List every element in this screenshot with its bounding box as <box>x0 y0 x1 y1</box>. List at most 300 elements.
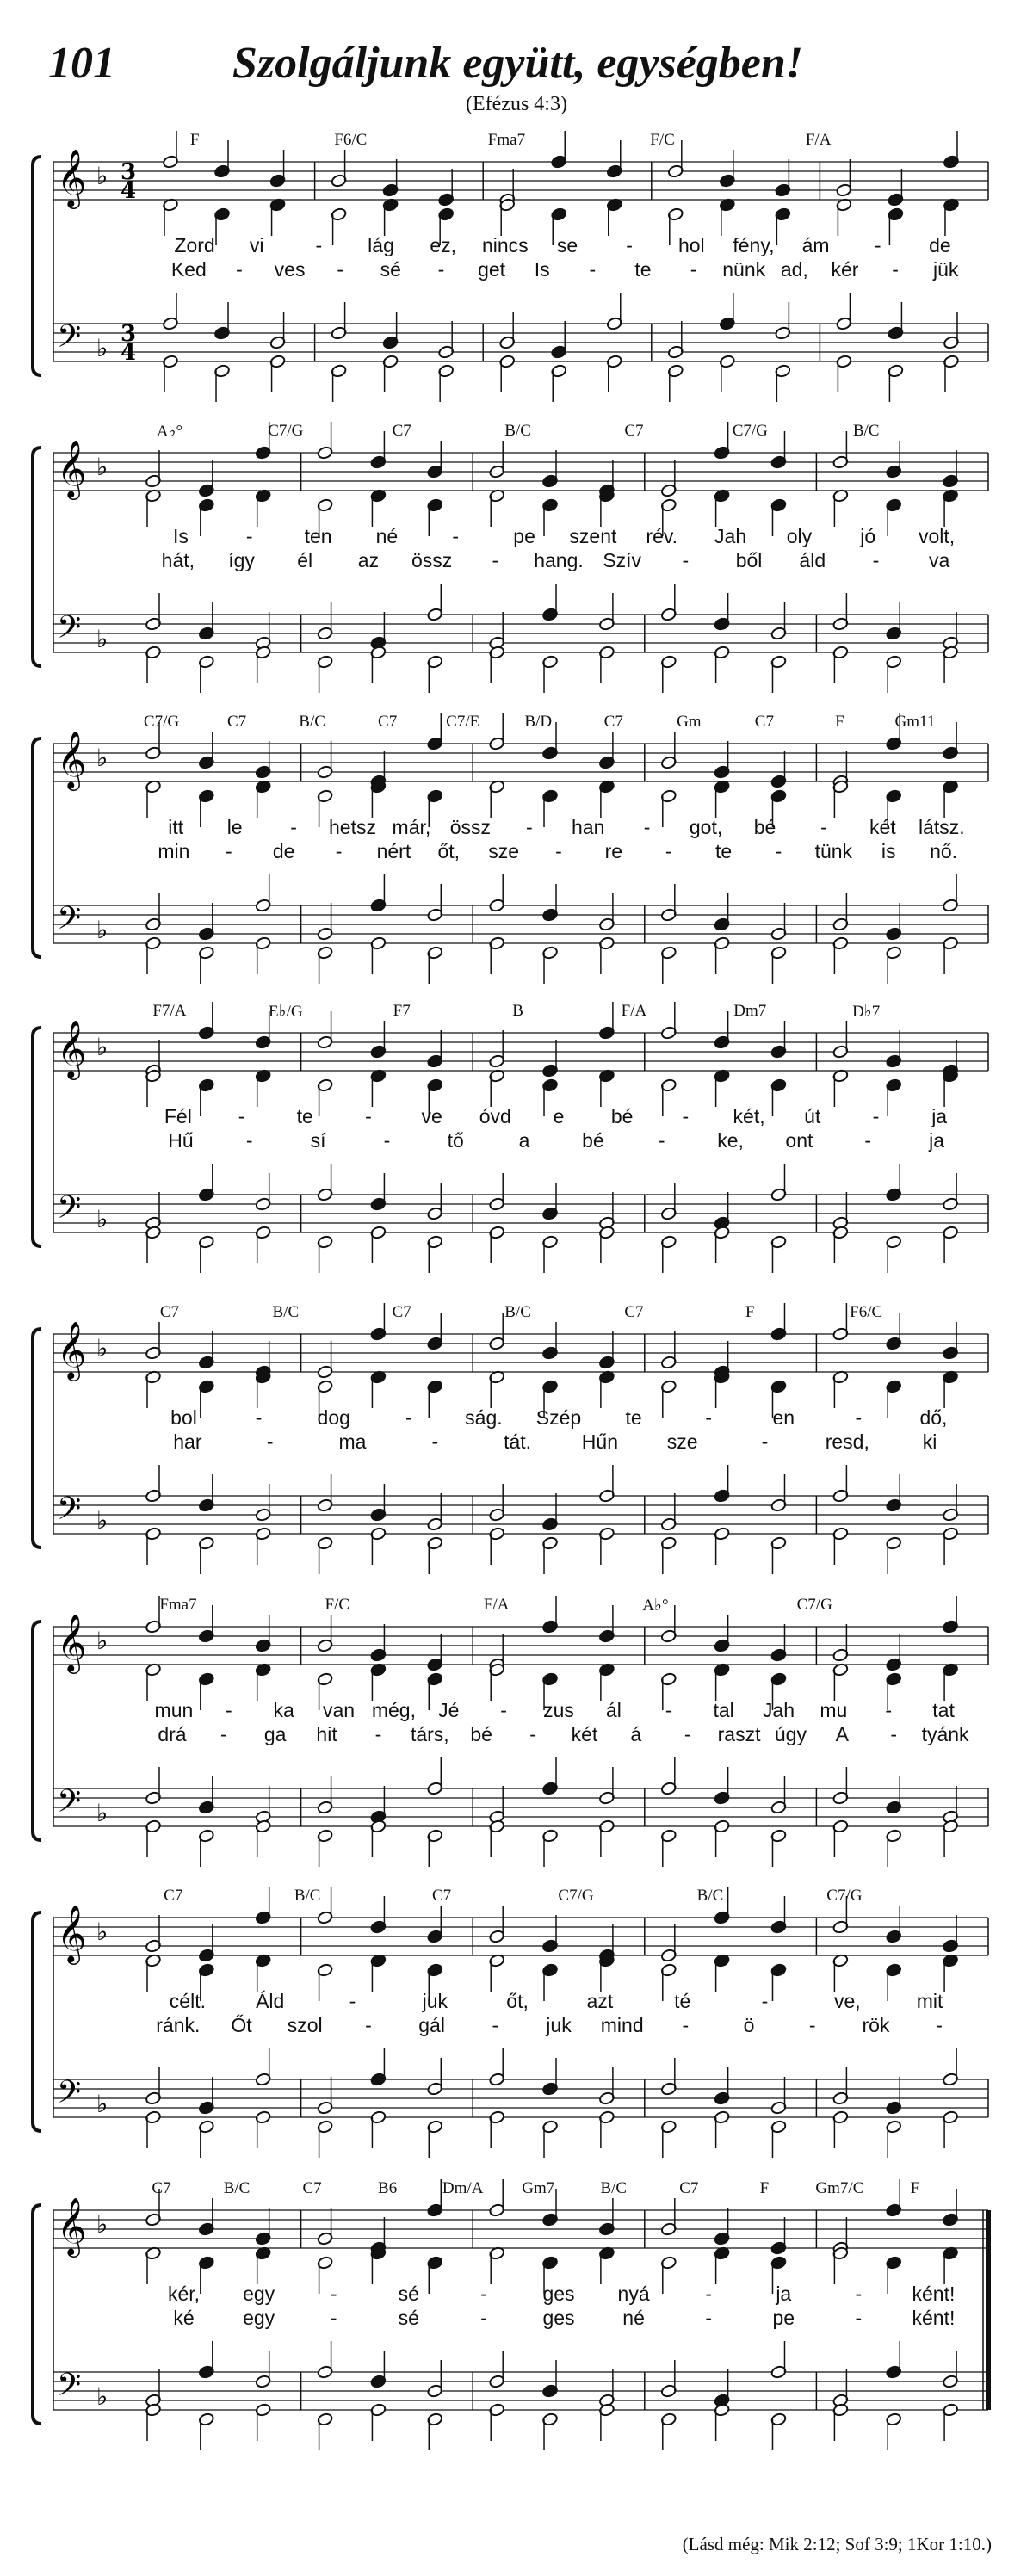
lyric-syllable-verse1: egy <box>243 2283 275 2305</box>
chord-symbol: F <box>189 131 200 149</box>
lyric-syllable-verse2: össz <box>411 549 453 571</box>
chord-symbol: F6/C <box>850 1303 883 1321</box>
lyric-syllable-verse2: - <box>492 2014 499 2036</box>
lyric-syllable-verse1: ja <box>776 2283 792 2305</box>
lyric-syllable-verse1: két, <box>733 1105 765 1127</box>
score-system-2 <box>0 420 1033 714</box>
lyric-syllable-verse1: juk <box>422 1990 448 2012</box>
lyric-syllable-verse2: ből <box>735 549 763 571</box>
lyric-syllable-verse1: - <box>349 1990 356 2012</box>
chord-symbol: E♭/G <box>269 1003 303 1021</box>
lyric-syllable-verse1: - <box>405 1406 412 1429</box>
lyric-syllable-verse2: Őt <box>231 2014 252 2036</box>
chord-symbol: B/C <box>696 1887 724 1905</box>
chord-symbol: F <box>745 1303 755 1321</box>
lyric-syllable-verse1: bé <box>753 816 776 838</box>
lyric-syllable-verse1: - <box>315 234 323 256</box>
treble-staff <box>53 744 988 781</box>
lyric-syllable-verse2: á <box>630 1723 642 1745</box>
system-bracket <box>33 1912 41 2131</box>
lyric-syllable-verse1: mit <box>916 1990 943 2012</box>
lyric-syllable-verse2: - <box>684 1723 691 1745</box>
lyric-syllable-verse2: A <box>835 1723 849 1745</box>
chord-symbol: B/C <box>504 422 531 440</box>
chord-symbol: Fma7 <box>487 131 526 149</box>
bass-clef-icon: 𝄢 <box>57 318 82 362</box>
lyric-syllable-verse1: óvd <box>479 1105 511 1127</box>
lyric-syllable-verse1: jó <box>860 525 876 547</box>
lyric-syllable-verse2: ö <box>743 2014 755 2036</box>
lyric-syllable-verse1: rév. <box>646 525 678 547</box>
score-system-4 <box>0 1000 1033 1294</box>
lyric-syllable-verse1: - <box>705 1406 713 1429</box>
lyric-syllable-verse1: látsz. <box>918 816 965 838</box>
chord-symbol: C7 <box>754 713 774 731</box>
lyric-syllable-verse1: hol <box>677 234 705 256</box>
bass-staff <box>53 905 988 943</box>
lyric-syllable-verse2: - <box>374 1723 382 1745</box>
lyric-syllable-verse2: ki <box>922 1430 937 1453</box>
lyric-syllable-verse1: nyá <box>617 2283 650 2305</box>
lyric-syllable-verse1: - <box>761 1990 769 2012</box>
key-flat-icon: ♭ <box>96 1205 108 1233</box>
chord-symbol: C7 <box>159 1303 180 1321</box>
chord-symbol: B <box>512 1002 523 1020</box>
bass-staff <box>53 615 988 652</box>
lyric-syllable-verse1: ka <box>273 1699 294 1721</box>
score-system-5 <box>0 1301 1033 1596</box>
key-flat-icon: ♭ <box>96 744 108 772</box>
chord-symbol: F <box>910 2179 920 2197</box>
bass-clef-icon: 𝄢 <box>57 1189 82 1233</box>
key-flat-icon: ♭ <box>96 1334 108 1362</box>
lyric-syllable-verse1: - <box>872 1105 880 1127</box>
chord-symbol: B/C <box>852 422 880 440</box>
lyric-syllable-verse1: zus <box>543 1699 574 1721</box>
lyric-syllable-verse2: sze <box>666 1430 698 1453</box>
lyric-syllable-verse1: szent <box>569 525 617 547</box>
lyric-syllable-verse1: Is <box>172 525 189 547</box>
chord-symbol: F/A <box>621 1002 647 1020</box>
chord-symbol: C7/G <box>268 422 304 440</box>
lyric-syllable-verse2: - <box>761 1430 769 1453</box>
lyric-syllable-verse2: Hű <box>168 1129 194 1152</box>
lyric-syllable-verse2: - <box>555 840 562 862</box>
chord-symbol: B/C <box>504 1303 531 1321</box>
lyric-syllable-verse1: - <box>820 816 827 838</box>
chord-symbol: B/C <box>299 713 325 731</box>
chord-symbol: C7 <box>392 1303 411 1321</box>
lyric-syllable-verse2: szol <box>287 2014 323 2036</box>
lyric-syllable-verse2: har <box>173 1430 202 1453</box>
treble-clef-icon: 𝄞 <box>57 439 87 497</box>
lyric-syllable-verse2: - <box>225 840 232 862</box>
lyric-syllable-verse2: hang. <box>534 549 584 571</box>
lyric-syllable-verse1: van <box>322 1699 356 1721</box>
lyric-syllable-verse2: nünk <box>722 258 766 281</box>
bass-staff <box>53 1788 988 1826</box>
lyric-syllable-verse1: ság. <box>465 1406 503 1429</box>
lyric-syllable-verse2: Ked <box>170 258 207 281</box>
lyric-syllable-verse1: - <box>480 2283 487 2305</box>
key-flat-icon: ♭ <box>96 2210 108 2239</box>
lyric-syllable-verse2: ges <box>542 2307 575 2329</box>
lyric-syllable-verse2: jük <box>932 258 959 281</box>
chord-symbol: F <box>759 2179 770 2197</box>
scripture-reference: (Efézus 4:3) <box>466 93 567 115</box>
lyric-syllable-verse1: - <box>705 2283 713 2305</box>
lyric-syllable-verse2: - <box>682 549 690 571</box>
chord-symbol: C7 <box>624 422 644 440</box>
lyric-syllable-verse2: - <box>690 258 697 281</box>
staff-graphics <box>0 2178 1033 2472</box>
key-flat-icon: ♭ <box>96 1627 108 1655</box>
lyric-syllable-verse2: - <box>890 1723 898 1745</box>
key-flat-icon: ♭ <box>96 2382 108 2411</box>
hymn-header <box>0 0 1033 120</box>
lyric-syllable-verse1: ges <box>542 2283 575 2305</box>
bass-clef-icon: 𝄢 <box>57 2367 82 2411</box>
lyric-syllable-verse1: - <box>225 1699 232 1721</box>
bass-clef-icon: 𝄢 <box>57 900 82 944</box>
lyric-syllable-verse1: - <box>885 1699 893 1721</box>
lyric-syllable-verse1: nincs <box>481 234 529 256</box>
key-flat-icon: ♭ <box>96 162 108 190</box>
lyric-syllable-verse2: ma <box>338 1430 367 1453</box>
lyric-syllable-verse2: va <box>928 549 950 571</box>
bass-clef-icon: 𝄢 <box>57 1783 82 1827</box>
lyric-syllable-verse2: Hűn <box>581 1430 618 1453</box>
lyric-syllable-verse2: - <box>775 840 782 862</box>
lyric-syllable-verse1: - <box>452 525 460 547</box>
lyric-syllable-verse2: - <box>220 1723 227 1745</box>
score-system-3 <box>0 711 1033 1005</box>
key-flat-icon: ♭ <box>96 2090 108 2118</box>
chord-symbol: Gm <box>677 713 702 731</box>
time-signature: 4 <box>121 340 137 366</box>
lyric-syllable-verse1: - <box>255 1406 263 1429</box>
bass-staff <box>53 2372 988 2410</box>
staff-graphics <box>0 1594 1033 1888</box>
staff-graphics <box>0 1000 1033 1294</box>
footnote-references: (Lásd még: Mik 2:12; Sof 3:9; 1Kor 1:10.) <box>682 2534 992 2554</box>
lyric-syllable-verse2: - <box>872 549 880 571</box>
lyric-syllable-verse1: - <box>500 1699 507 1721</box>
chord-symbol: Dm7 <box>733 1002 767 1020</box>
chord-symbol: C7 <box>164 1887 183 1905</box>
chord-symbol: Gm7 <box>522 2179 555 2197</box>
lyric-syllable-verse2: bé <box>470 1723 492 1745</box>
lyric-syllable-verse1: dő, <box>919 1406 948 1429</box>
treble-staff <box>53 453 988 491</box>
chord-symbol: C7 <box>378 713 398 731</box>
lyric-syllable-verse2: né <box>622 2307 645 2329</box>
chord-symbol: C7 <box>679 2179 699 2197</box>
lyric-syllable-verse2: - <box>365 2014 372 2036</box>
chord-symbol: F7/A <box>152 1002 187 1020</box>
chord-symbol: Dm/A <box>442 2179 484 2197</box>
chord-symbol: F/C <box>650 131 675 149</box>
system-bracket <box>33 157 41 375</box>
lyric-syllable-verse1: en <box>772 1406 795 1429</box>
lyric-syllable-verse2: - <box>808 2014 816 2036</box>
lyric-syllable-verse1: te <box>296 1105 313 1127</box>
lyric-syllable-verse1: oly <box>786 525 813 547</box>
lyric-syllable-verse2: Is <box>534 258 550 281</box>
hymn-title: Szolgáljunk együtt, egységben! <box>232 39 804 88</box>
chord-symbol: A♭° <box>642 1597 669 1615</box>
score-system-6 <box>0 1594 1033 1888</box>
system-bracket <box>33 2205 41 2424</box>
key-flat-icon: ♭ <box>96 1918 108 1946</box>
lyric-syllable-verse1: han <box>572 816 605 838</box>
lyric-syllable-verse1: ja <box>931 1105 948 1127</box>
chord-symbol: C7/E <box>446 713 480 731</box>
lyric-syllable-verse2: drá <box>158 1723 187 1745</box>
chord-symbol: C7 <box>392 422 411 440</box>
lyric-syllable-verse1: - <box>525 816 533 838</box>
chord-symbol: B/D <box>524 713 553 731</box>
lyric-syllable-verse1: - <box>626 234 633 256</box>
lyric-syllable-verse1: ám <box>801 234 830 256</box>
lyric-syllable-verse1: két <box>869 816 896 838</box>
lyric-syllable-verse2: get <box>478 258 506 281</box>
treble-staff <box>53 2210 988 2248</box>
treble-clef-icon: 𝄞 <box>57 1320 87 1379</box>
lyric-syllable-verse1: - <box>643 816 651 838</box>
lyric-syllable-verse1: ként! <box>912 2283 956 2305</box>
lyric-syllable-verse2: sé <box>398 2307 419 2329</box>
lyric-syllable-verse1: - <box>330 2283 337 2305</box>
lyric-syllable-verse1: össz <box>449 816 491 838</box>
lyric-syllable-verse2: - <box>665 840 672 862</box>
lyric-syllable-verse1: - <box>855 1406 863 1429</box>
chord-symbol: Fma7 <box>159 1596 197 1614</box>
chord-symbol: F/A <box>483 1596 510 1614</box>
treble-clef-icon: 𝄞 <box>57 1613 87 1671</box>
lyric-syllable-verse2: bé <box>582 1129 604 1152</box>
lyric-syllable-verse2: ránk. <box>156 2014 201 2036</box>
lyric-syllable-verse2: - <box>855 2307 863 2329</box>
treble-staff <box>53 1918 988 1955</box>
lyric-syllable-verse1: de <box>929 234 951 256</box>
lyric-syllable-verse1: vi <box>249 234 264 256</box>
lyric-syllable-verse2: - <box>529 1723 536 1745</box>
lyric-syllable-verse1: itt <box>168 816 184 838</box>
lyric-syllable-verse1: kér, <box>167 2283 201 2305</box>
lyric-syllable-verse2: ké <box>173 2307 195 2329</box>
lyric-syllable-verse1: Szép <box>535 1406 582 1429</box>
system-bracket <box>33 738 41 957</box>
bass-staff <box>53 1195 988 1232</box>
lyric-syllable-verse1: - <box>682 1105 690 1127</box>
lyric-syllable-verse2: de <box>272 840 295 862</box>
lyric-syllable-verse1: - <box>238 1105 245 1127</box>
lyric-syllable-verse2: egy <box>243 2307 275 2329</box>
treble-clef-icon: 𝄞 <box>57 1019 87 1078</box>
hymn-number: 101 <box>48 39 115 88</box>
lyric-syllable-verse2: tát. <box>504 1430 532 1453</box>
key-flat-icon: ♭ <box>96 1799 108 1827</box>
treble-clef-icon: 𝄞 <box>57 2196 87 2255</box>
lyric-syllable-verse2: őt, <box>437 840 461 862</box>
lyric-syllable-verse2: ke, <box>717 1129 744 1152</box>
chord-symbol: F/A <box>805 131 832 149</box>
lyric-syllable-verse2: resd, <box>825 1430 869 1453</box>
chord-symbol: F7 <box>393 1002 411 1020</box>
lyric-syllable-verse2: is <box>881 840 896 862</box>
lyric-syllable-verse1: bol <box>170 1406 197 1429</box>
chord-symbol: B/C <box>223 2179 251 2197</box>
bass-clef-icon: 𝄢 <box>57 609 82 653</box>
lyric-syllable-verse1: mu <box>820 1699 848 1721</box>
lyric-syllable-verse1: - <box>874 234 881 256</box>
lyric-syllable-verse2: úgy <box>774 1723 807 1745</box>
chord-symbol: B/C <box>600 2179 628 2197</box>
lyric-syllable-verse2: ja <box>929 1129 945 1152</box>
lyric-syllable-verse1: út <box>804 1105 821 1127</box>
lyric-syllable-verse1: bé <box>610 1105 634 1127</box>
bass-clef-icon: 𝄢 <box>57 2074 82 2118</box>
chord-symbol: F/C <box>325 1596 350 1614</box>
lyric-syllable-verse2: az <box>357 549 380 571</box>
lyric-syllable-verse2: ont <box>785 1129 813 1152</box>
chord-symbol: F <box>835 713 844 731</box>
lyric-syllable-verse1: ez, <box>430 234 457 256</box>
key-flat-icon: ♭ <box>96 625 108 653</box>
lyric-syllable-verse2: - <box>682 2014 690 2036</box>
lyric-syllable-verse2: áld <box>799 549 826 571</box>
lyric-syllable-verse2: gál <box>418 2014 445 2036</box>
lyric-syllable-verse2: - <box>335 840 343 862</box>
score-system-8 <box>0 2178 1033 2472</box>
treble-staff <box>53 1334 988 1372</box>
lyric-syllable-verse2: te <box>715 840 733 862</box>
score-system-1 <box>0 129 1033 423</box>
chord-symbol: C7 <box>302 2179 322 2197</box>
lyric-syllable-verse2: - <box>383 1129 391 1152</box>
treble-clef-icon: 𝄞 <box>57 730 87 788</box>
lyric-syllable-verse2: ves <box>274 258 306 281</box>
time-signature: 4 <box>121 178 137 204</box>
lyric-syllable-verse1: e <box>553 1105 565 1127</box>
system-bracket <box>33 1329 41 1547</box>
lyric-syllable-verse1: got, <box>689 816 723 838</box>
time-signature: 3 <box>121 159 137 185</box>
lyric-syllable-verse1: már, <box>392 816 431 838</box>
lyric-syllable-verse2: sí <box>310 1129 326 1152</box>
lyric-syllable-verse2: raszt <box>717 1723 761 1745</box>
lyric-syllable-verse1: azt <box>586 1990 614 2012</box>
lyric-syllable-verse1: ál <box>605 1699 622 1721</box>
lyric-syllable-verse2: - <box>936 2014 943 2036</box>
chord-symbol: C7/G <box>826 1887 863 1905</box>
lyric-syllable-verse1: mun <box>154 1699 194 1721</box>
time-signature: 3 <box>121 321 137 347</box>
chord-symbol: C7 <box>603 713 623 731</box>
key-flat-icon: ♭ <box>96 1033 108 1061</box>
bass-staff <box>53 1496 988 1534</box>
lyric-syllable-verse2: - <box>705 2307 713 2329</box>
chord-symbol: C7/G <box>558 1887 594 1905</box>
lyric-syllable-verse1: - <box>855 2283 863 2305</box>
lyric-syllable-verse1: őt, <box>506 1990 529 2012</box>
lyric-syllable-verse2: - <box>437 258 445 281</box>
lyric-syllable-verse1: dog <box>317 1406 350 1429</box>
bass-staff <box>53 324 988 361</box>
lyric-syllable-verse2: ga <box>263 1723 287 1745</box>
lyric-syllable-verse2: társ, <box>410 1723 449 1745</box>
chord-symbol: C7/G <box>796 1596 832 1614</box>
score-system-7 <box>0 1885 1033 2179</box>
lyric-syllable-verse2: - <box>266 1430 274 1453</box>
lyric-syllable-verse1: fény, <box>733 234 775 256</box>
lyric-syllable-verse1: - <box>245 525 253 547</box>
lyric-syllable-verse2: nért <box>376 840 411 862</box>
treble-staff <box>53 1627 988 1665</box>
chord-symbol: C7 <box>152 2179 171 2197</box>
lyric-syllable-verse1: le <box>226 816 243 838</box>
chord-symbol: C7/G <box>143 713 180 731</box>
lyric-syllable-verse2: - <box>245 1129 253 1152</box>
lyric-syllable-verse2: hát, <box>161 549 195 571</box>
lyric-syllable-verse1: Áld <box>256 1990 285 2012</box>
lyric-syllable-verse1: ve <box>421 1105 442 1127</box>
lyric-syllable-verse1: tat <box>932 1699 955 1721</box>
lyric-syllable-verse2: - <box>337 258 344 281</box>
key-flat-icon: ♭ <box>96 1506 108 1535</box>
lyric-syllable-verse2: - <box>589 258 597 281</box>
lyric-syllable-verse1: - <box>665 1699 672 1721</box>
chord-symbol: A♭° <box>156 423 183 441</box>
lyric-syllable-verse2: rök <box>862 2014 890 2036</box>
lyric-syllable-verse2: te <box>634 258 652 281</box>
lyric-syllable-verse1: tal <box>713 1699 734 1721</box>
system-bracket <box>33 1622 41 1840</box>
lyric-syllable-verse2: nő. <box>930 840 958 862</box>
lyric-syllable-verse2: tünk <box>814 840 853 862</box>
chord-symbol: B/C <box>294 1887 321 1905</box>
lyric-syllable-verse1: né <box>375 525 399 547</box>
lyric-syllable-verse2: a <box>518 1129 530 1152</box>
chord-symbol: Gm7/C <box>815 2179 864 2197</box>
lyric-syllable-verse1: hetsz <box>329 816 376 838</box>
system-bracket <box>33 448 41 666</box>
lyric-syllable-verse2: ad, <box>780 258 808 281</box>
lyric-syllable-verse1: ve, <box>833 1990 861 2012</box>
chord-symbol: C7 <box>431 1887 452 1905</box>
lyric-syllable-verse1: ten <box>304 525 332 547</box>
lyric-syllable-verse1: volt, <box>918 525 956 547</box>
treble-clef-icon: 𝄞 <box>57 148 87 207</box>
staff-graphics <box>0 129 1033 423</box>
key-flat-icon: ♭ <box>96 334 108 362</box>
lyric-syllable-verse1: - <box>290 816 297 838</box>
bass-staff <box>53 2079 988 2117</box>
lyric-syllable-verse2: - <box>431 1430 439 1453</box>
lyric-syllable-verse1: se <box>556 234 578 256</box>
chord-symbol: C7/G <box>732 422 768 440</box>
chord-symbol: F6/C <box>334 131 368 149</box>
lyric-syllable-verse2: ként! <box>912 2307 956 2329</box>
lyric-syllable-verse2: - <box>330 2307 337 2329</box>
lyric-syllable-verse2: sze <box>488 840 520 862</box>
lyric-syllable-verse2: min <box>158 840 190 862</box>
lyric-syllable-verse1: Jah <box>762 1699 795 1721</box>
lyric-syllable-verse1: Jah <box>714 525 747 547</box>
chord-symbol: C7 <box>624 1303 644 1321</box>
lyric-syllable-verse2: - <box>658 1129 665 1152</box>
